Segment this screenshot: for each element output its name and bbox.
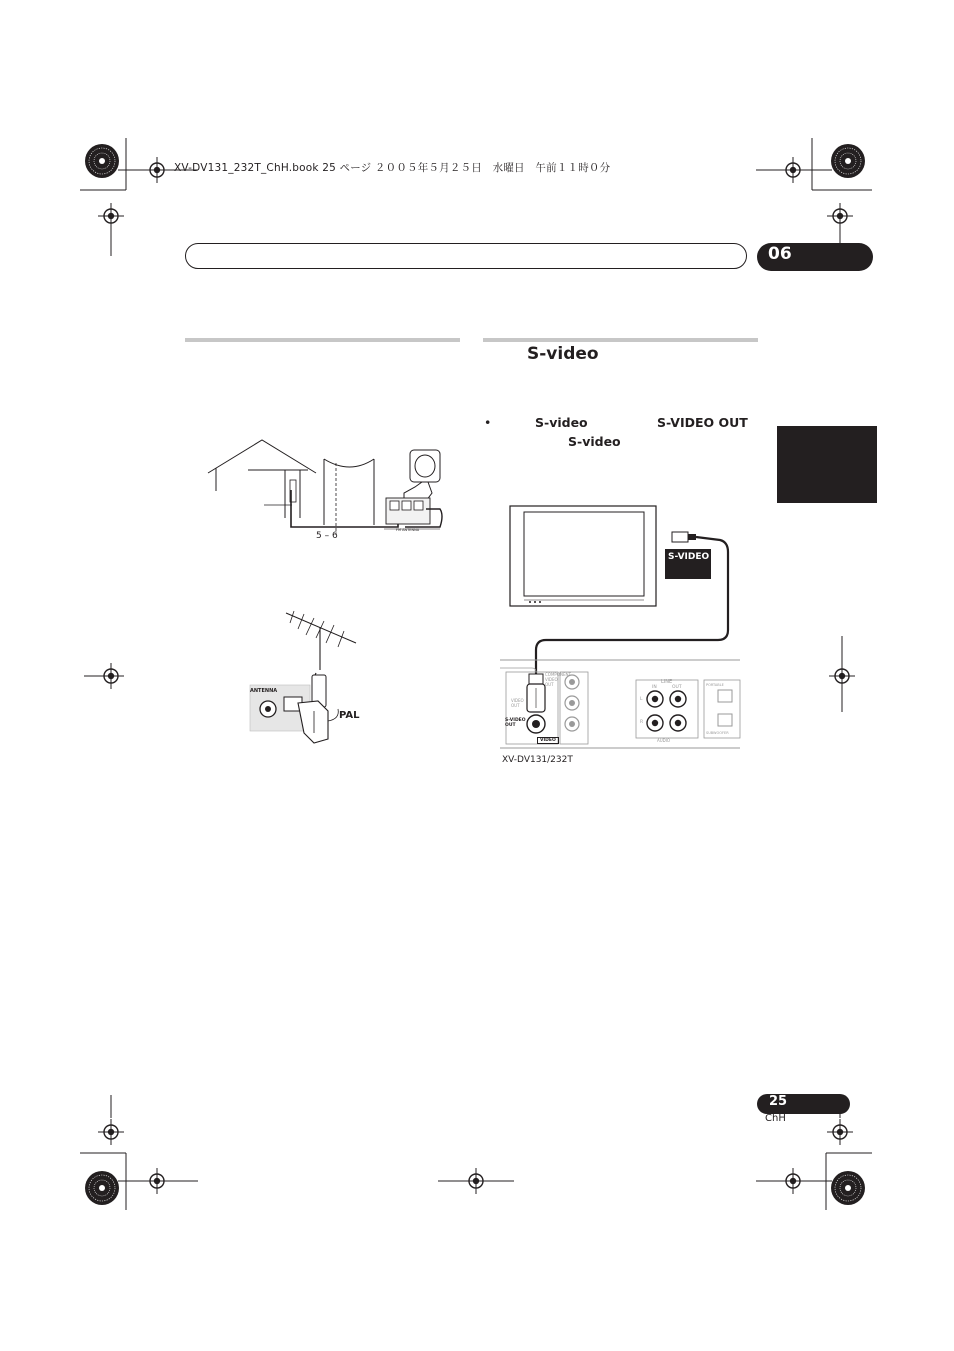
panel-out-label: OUT bbox=[672, 685, 682, 690]
panel-line-label: LINE bbox=[661, 679, 673, 685]
svideo-connection-diagram bbox=[500, 500, 740, 760]
panel-audio-label: AUDIO bbox=[657, 738, 671, 743]
panel-right-label: R bbox=[640, 720, 644, 725]
file-stamp: XV-DV131_232T_ChH.book 25 ページ ２００５年５月２５日 水曜日 午前１１時０分 bbox=[174, 162, 611, 174]
panel-in-label: IN bbox=[652, 685, 657, 690]
model-caption: XV-DV131/232T bbox=[502, 755, 573, 765]
term-svideo-1: S-video bbox=[535, 415, 588, 430]
language-code: ChH bbox=[765, 1113, 786, 1124]
panel-left-label: L bbox=[640, 697, 643, 702]
left-section-rule bbox=[185, 338, 460, 342]
fm-length-label: 5 – 6 bbox=[316, 531, 338, 541]
right-section-rule bbox=[483, 338, 758, 342]
panel-portable-label: PORTABLE bbox=[706, 683, 724, 687]
antenna-panel-label: ANTENNA bbox=[250, 688, 278, 694]
page-number: 25 bbox=[769, 1094, 788, 1109]
bullet-mark: • bbox=[484, 415, 492, 430]
pal-label: PAL bbox=[339, 710, 360, 721]
chapter-bar bbox=[185, 243, 747, 269]
tv-antenna-diagram bbox=[248, 605, 378, 745]
panel-subwoofer-label: SUBWOOFER bbox=[706, 731, 729, 735]
chapter-number: 06 bbox=[768, 244, 792, 264]
language-side-tab bbox=[777, 426, 877, 503]
panel-svideo-out-label: S-VIDEO OUT bbox=[505, 718, 526, 728]
term-svideo-2: S-video bbox=[568, 434, 621, 449]
panel-video-label: VIDEO bbox=[537, 737, 559, 744]
panel-video-out-label: VIDEO OUT bbox=[511, 698, 524, 708]
section-title: S-video bbox=[527, 344, 599, 364]
tv-svideo-input-label: S-VIDEO bbox=[668, 552, 710, 562]
term-svideo-out: S-VIDEO OUT bbox=[657, 415, 748, 430]
fm-terminal-label: FM ANTENNA bbox=[396, 528, 420, 532]
panel-component-label: COMPONENT VIDEO OUT bbox=[545, 672, 571, 687]
